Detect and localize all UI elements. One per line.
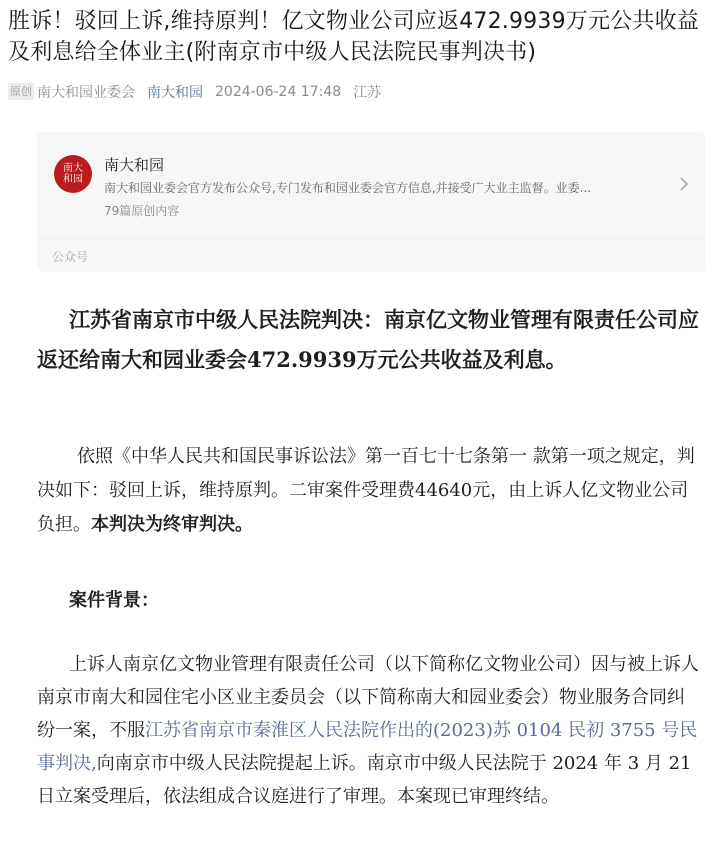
background-text-1: 上诉人南京亿文物业管理有限责任公司（以下简称亿文物业公司）因与被上诉人南京市南大和园住宅小区业主委员会（以下简称南大和园业委会）物业服务合同纠纷一案，不服 [37,654,699,741]
section-heading [37,585,699,617]
background-text-2: 向南京市中级人民法院提起上诉。南京市中级人民法院于 2024 年 3 月 21 日立案受理后，依法组成合议庭进行了审理。本案现已审理终结。 [37,753,692,807]
logo-text: 南大和园 [63,163,83,185]
final-judgment-text: 本判决为终审判决。 [91,514,253,535]
judgment-text: 依照《中华人民共和国民事诉讼法》第一百七十七条第一 款第一项之规定，判决如下：驳回上诉，维持原判。二审案件受理费44640元，由上诉人亿文物业公司负担。 [37,446,695,535]
account-name: 南大和园 [104,156,165,174]
account-description: 南大和园业委会官方发布公众号,专门发布和园业委会官方信息,并接受广大业主监督。业委... [104,181,592,195]
original-count: 79篇原创内容 [104,204,180,218]
account-card[interactable] [37,132,705,272]
article-title: 胜诉！驳回上诉,维持原判！亿文物业公司应返472.9939万元公共收益及利息给全体业主(附南京市中级人民法院民事判决书) [8,9,699,65]
author-name: 南大和园业委会 [37,85,135,101]
publish-datetime: 2024-06-24 17:48 [215,84,342,100]
section-heading-text: 案件背景： [69,590,159,611]
article-meta [37,83,393,101]
account-type-tag: 公众号 [52,250,89,264]
background-paragraph [37,648,699,813]
chevron-right-icon [679,176,693,194]
account-link[interactable]: 南大和园 [147,85,203,101]
publish-region: 江苏 [353,85,382,101]
headline-paragraph [37,300,699,380]
original-badge: 原创 [10,85,32,98]
headline-text: 江苏省南京市中级人民法院判决：南京亿文物业管理有限责任公司应返还给南大和园业委会472.9939万元公共收益及利息。 [37,307,699,372]
case-link[interactable]: 江苏省南京市秦淮区人民法院作出的(2023)苏 0104 民初 3755 号民事判决, [37,720,698,774]
card-divider [37,238,705,239]
judgment-paragraph [37,440,699,542]
account-logo [54,155,92,193]
